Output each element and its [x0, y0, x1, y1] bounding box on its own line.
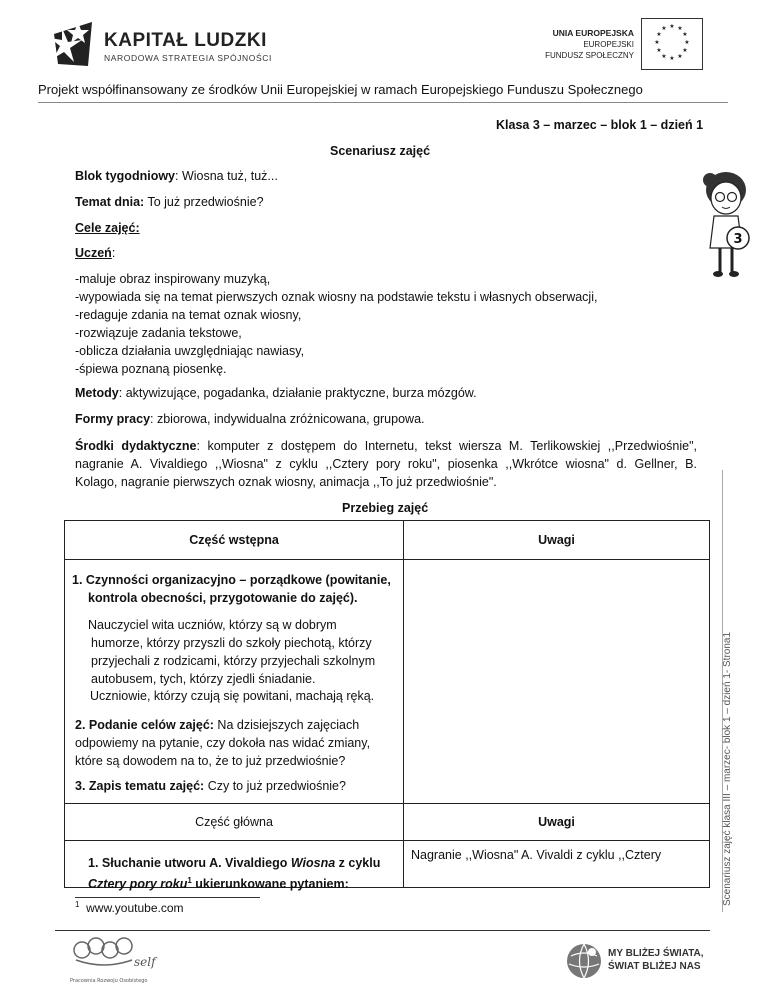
item2-line-1: Na dzisiejszych zajęciach — [213, 718, 360, 732]
srodki-line-3: Kolago, nagranie pierwszych oznak wiosny, animacja ,,To już przedwiośnie". — [75, 475, 497, 489]
eu-line-3: FUNDUSZ SPOŁECZNY — [545, 51, 634, 60]
blok-value: : Wiosna tuż, tuż... — [175, 169, 278, 183]
item3 — [75, 777, 346, 795]
notes-header: Uwagi — [538, 533, 575, 547]
item1-title-line-1: 1. Czynności organizacyjno – porządkowe (powitanie, — [72, 573, 391, 587]
svg-text:★: ★ — [656, 47, 662, 54]
main-item1-title-italic: Wiosna — [290, 856, 336, 870]
metody-label: Metody — [75, 386, 119, 400]
eu-label — [545, 28, 634, 61]
goal-item: -wypowiada się na temat pierwszych oznak wiosny na podstawie tekstu i własnych obserwacji, — [75, 290, 598, 304]
side-running-header: Scenariusz zajęć klasa III – marzec- blok 1 – dzień 1- Strona1 — [722, 631, 733, 906]
goals-list — [75, 270, 597, 378]
cele-label: Cele zajęć: — [75, 221, 140, 235]
item1-body-line: autobusem, tych, którzy zjedli śniadanie. — [91, 672, 316, 686]
slogan-line-1: MY BLIŻEJ ŚWIATA, — [608, 948, 704, 959]
slogan — [608, 947, 704, 973]
main-item1-cycle-italic: Cztery pory roku — [88, 877, 188, 892]
item1-body — [88, 616, 375, 688]
svg-text:★: ★ — [669, 55, 675, 62]
main-item1-text-2: z cyklu — [335, 856, 381, 870]
pupil-mascot-icon — [696, 168, 754, 278]
main-item1 — [88, 854, 380, 893]
svg-text:★: ★ — [654, 39, 660, 46]
main-item1-text-3: ukierunkowane pytaniem: — [191, 877, 349, 892]
class-line: Klasa 3 – marzec – blok 1 – dzień 1 — [496, 118, 704, 132]
uczen-colon: : — [111, 246, 116, 260]
item2-line-2: odpowiemy na pytanie, czy dokoła nas widać zmiany, — [75, 736, 371, 750]
eu-line-1: UNIA EUROPEJSKA — [552, 28, 634, 38]
footnote-number: 1 — [75, 900, 80, 909]
blok-label: Blok tygodniowy — [75, 169, 175, 183]
formy-line — [75, 410, 425, 428]
srodki-line-2: nagranie A. Vivaldiego ,,Wiosna" z cyklu ,,Cztery pory roku", piosenka ,,Wkrótce wiosna" d. Gellner, B. — [75, 457, 697, 471]
temat-value: To już przedwiośnie? — [144, 195, 264, 209]
slogan-line-2: ŚWIAT BLIŻEJ NAS — [608, 961, 701, 972]
globe-icon — [565, 942, 603, 980]
footnote-divider — [75, 897, 260, 898]
section-intro-header: Część wstępna — [189, 533, 279, 547]
footnote-text: www.youtube.com — [86, 901, 184, 915]
item1-body-line: przyjechali z rodzicami, którzy przyjechali szkolnym — [91, 654, 376, 668]
goal-item: -rozwiązuje zadania tekstowe, — [75, 326, 242, 340]
uczen-line — [75, 244, 115, 262]
svg-text:★: ★ — [661, 53, 667, 60]
srodki-line-1 — [75, 437, 697, 455]
item1-body-line: humorze, którzy przyszli do szkoły piechotą, którzy — [91, 636, 372, 650]
brand-subtitle: NARODOWA STRATEGIA SPÓJNOŚCI — [104, 53, 272, 63]
svg-text:★: ★ — [661, 25, 667, 32]
self-logo — [68, 936, 163, 986]
goal-item: -redaguje zdania na temat oznak wiosny, — [75, 308, 302, 322]
item3-label: 3. Zapis tematu zajęć: — [75, 779, 205, 793]
brand-title: KAPITAŁ LUDZKI — [104, 30, 267, 51]
eu-flag-icon — [641, 18, 703, 70]
project-funding-line: Projekt współfinansowany ze środków Unii Europejskiej w ramach Europejskiego Funduszu Społecznego — [38, 82, 643, 97]
przebieg-title: Przebieg zajęć — [342, 501, 429, 515]
svg-text:★: ★ — [656, 31, 662, 38]
formy-label: Formy pracy — [75, 412, 151, 426]
svg-text:★: ★ — [677, 25, 683, 32]
goal-item: -śpiewa poznaną piosenkę. — [75, 362, 227, 376]
svg-text:★: ★ — [682, 47, 688, 54]
item3-value: Czy to już przedwiośnie? — [204, 779, 346, 793]
srodki-block — [75, 437, 697, 491]
goal-item: -oblicza działania uwzględniając nawiasy, — [75, 344, 305, 358]
grade-badge: 3 — [733, 232, 743, 247]
svg-text:★: ★ — [682, 31, 688, 38]
footnote-ref: 1 — [187, 876, 192, 885]
main-notes-header: Uwagi — [538, 815, 575, 829]
item1-body-line: Nauczyciel wita uczniów, którzy są w dobrym — [88, 618, 337, 632]
metody-value: : aktywizujące, pogadanka, działanie praktyczne, burza mózgów. — [118, 386, 477, 400]
self-word: self — [134, 955, 156, 969]
blok-line — [75, 167, 278, 185]
section-main-header: Część główna — [195, 815, 273, 829]
self-caption: Pracownia Rozwoju Osobistego — [70, 978, 148, 984]
item1-title-line-2: kontrola obecności, przygotowanie do zajęć). — [88, 591, 358, 605]
intro-notes-cell — [403, 559, 710, 804]
main-item1-text: 1. Słuchanie utworu A. Vivaldiego — [88, 856, 291, 870]
uczen-label: Uczeń — [75, 246, 112, 260]
header-divider — [38, 102, 728, 103]
item2-label: 2. Podanie celów zajęć: — [75, 718, 214, 732]
goal-item: -maluje obraz inspirowany muzyką, — [75, 272, 271, 286]
temat-line — [75, 193, 264, 211]
svg-text:★: ★ — [669, 23, 675, 30]
temat-label: Temat dnia: — [75, 195, 145, 209]
item1-body-2: Uczniowie, którzy czują się powitani, machają ręką. — [90, 689, 375, 703]
item1-title — [72, 571, 391, 607]
eu-line-2: EUROPEJSKI — [583, 40, 634, 49]
kapital-ludzki-logo — [48, 14, 98, 74]
metody-line — [75, 384, 477, 402]
svg-text:★: ★ — [684, 39, 690, 46]
srodki-value-1: : komputer z dostępem do Internetu, tekst wiersza M. Terlikowskiej ,,Przedwiośnie", — [196, 439, 697, 453]
main-item1-note: Nagranie ,,Wiosna" A. Vivaldi z cyklu ,,Cztery — [411, 848, 662, 862]
item2-line-3: które są dowodem na to, że to już przedwiośnie? — [75, 754, 346, 768]
svg-text:★: ★ — [677, 53, 683, 60]
item2 — [75, 716, 370, 770]
footer-divider — [55, 930, 710, 931]
footnote — [75, 900, 184, 915]
scenario-title: Scenariusz zajęć — [330, 144, 431, 158]
srodki-label: Środki dydaktyczne — [75, 439, 197, 453]
formy-value: : zbiorowa, indywidualna zróżnicowana, grupowa. — [150, 412, 425, 426]
